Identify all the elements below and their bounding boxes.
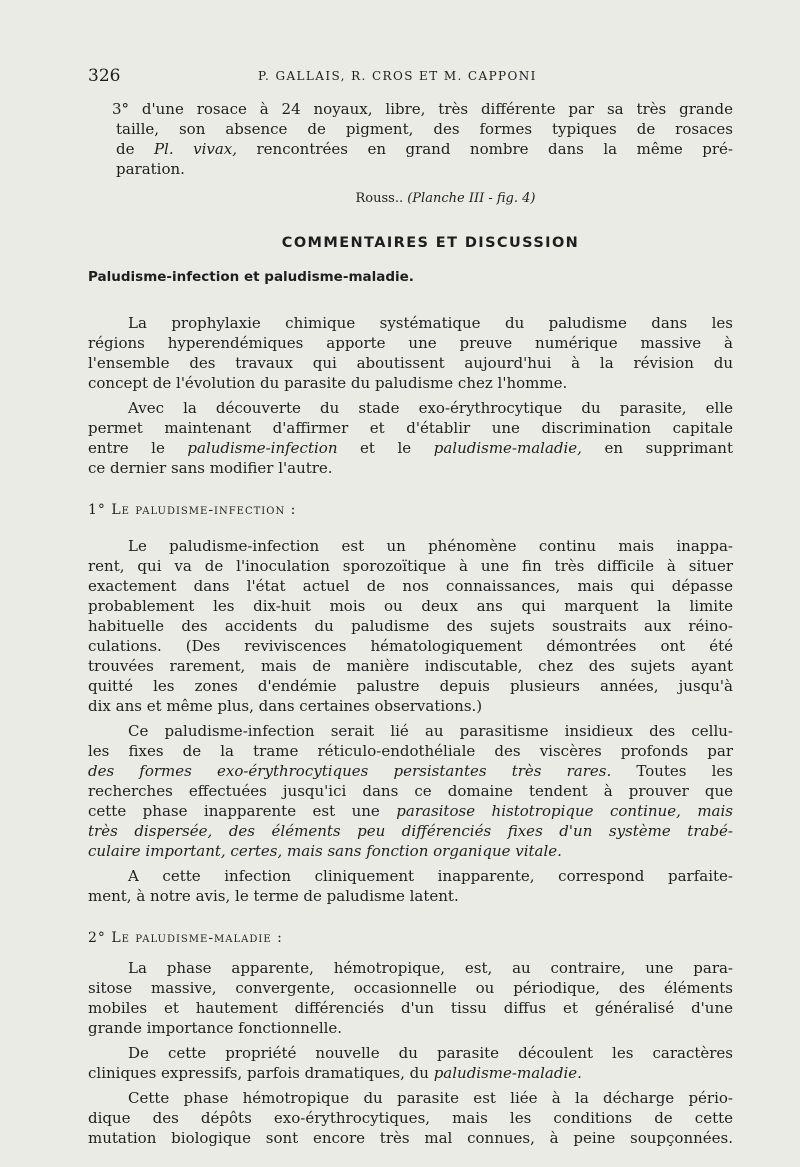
paragraph: [88, 958, 733, 1038]
text-line: dique des dépôts exo-érythrocytiques, mais les conditions de cette: [88, 1109, 733, 1127]
text-line: exactement dans l'état actuel de nos connaissances, mais qui dépasse: [88, 577, 733, 595]
paragraph: [88, 1088, 733, 1148]
species-name: Pl. vivax,: [153, 140, 238, 158]
figure-plate-ref: (Planche III - fig. 4): [407, 191, 536, 206]
paragraph: [88, 721, 733, 861]
text-line: mutation biologique sont encore très mal connues, à peine soupçonnées.: [88, 1129, 733, 1147]
paragraph: [88, 398, 733, 478]
list-item-3: [88, 99, 733, 179]
text-line: Cette phase hémotropique du parasite est liée à la décharge pério-: [128, 1089, 733, 1107]
text-line: Avec la découverte du stade exo-érythrocytique du parasite, elle: [128, 399, 733, 417]
text-line: probablement les dix-huit mois ou deux ans qui marquent la limite: [88, 597, 733, 615]
text-line: permet maintenant d'affirmer et d'établir une discrimination capitale: [88, 419, 733, 437]
text-line: trouvées rarement, mais de manière indiscutable, chez des sujets ayant: [88, 657, 733, 675]
text-line: quitté les zones d'endémie palustre depuis plusieurs années, jusqu'à: [88, 677, 733, 695]
text-line: La phase apparente, hémotropique, est, au contraire, une para-: [128, 959, 733, 977]
text-line: de Pl. vivax, rencontrées en grand nombre dans la même pré-: [116, 140, 733, 158]
text-line: A cette infection cliniquement inapparente, correspond parfaite-: [128, 867, 733, 885]
text-line: des formes exo-érythrocytiques persistantes très rares. Toutes les: [88, 762, 733, 780]
paragraph: [88, 313, 733, 393]
figure-reference: [88, 189, 733, 209]
text-line: ce dernier sans modifier l'autre.: [88, 459, 333, 477]
text-line: Ce paludisme-infection serait lié au parasitisme insidieux des cellu-: [128, 722, 733, 740]
text-line: habituelle des accidents du paludisme des sujets soustraits aux réino-: [88, 617, 733, 635]
text-line: recherches effectuées jusqu'ici dans ce domaine tendent à prouver que: [88, 782, 733, 800]
body-text: [88, 99, 733, 1153]
text-line: rent, qui va de l'inoculation sporozoïtique à une fin très difficile à situer: [88, 557, 733, 575]
text-line: dix ans et même plus, dans certaines observations.): [88, 697, 483, 715]
text-line: 3° d'une rosace à 24 noyaux, libre, très différente par sa très grande: [112, 100, 733, 118]
text-line: mobiles et hautement différenciés d'un tissu diffus et généralisé d'une: [88, 999, 733, 1017]
text-line: très dispersée, des éléments peu différenciés fixes d'un système trabé-: [88, 822, 733, 840]
running-head: P. GALLAIS, R. CROS ET M. CAPPONI: [258, 69, 537, 83]
sub-heading: Paludisme-infection et paludisme-maladie.: [88, 269, 414, 285]
text-line: sitose massive, convergente, occasionnelle ou périodique, des éléments: [88, 979, 733, 997]
paragraph: [88, 866, 733, 906]
figure-author: Rouss..: [355, 191, 408, 206]
numbered-heading-2: 2° Le paludisme-maladie :: [88, 930, 283, 946]
page-number: 326: [88, 66, 121, 86]
text-line: La prophylaxie chimique systématique du paludisme dans les: [128, 314, 733, 332]
text-line: culations. (Des reviviscences hématologiquement démontrées ont été: [88, 637, 733, 655]
text-line: cliniques expressifs, parfois dramatiques, du paludisme-maladie.: [88, 1064, 582, 1082]
text-line: culaire important, certes, mais sans fonction organique vitale.: [88, 842, 562, 860]
text-line: paration.: [116, 160, 185, 178]
text-line: grande importance fonctionnelle.: [88, 1019, 343, 1037]
page-header: [88, 66, 748, 88]
text-line: concept de l'évolution du parasite du paludisme chez l'homme.: [88, 374, 568, 392]
text-line: taille, son absence de pigment, des formes typiques de rosaces: [116, 120, 733, 138]
text-line: De cette propriété nouvelle du parasite découlent les caractères: [128, 1044, 733, 1062]
text-line: ment, à notre avis, le terme de paludisme latent.: [88, 887, 459, 905]
text-line: l'ensemble des travaux qui aboutissent aujourd'hui à la révision du: [88, 354, 733, 372]
paragraph: [88, 536, 733, 716]
paragraph: [88, 1043, 733, 1083]
text-line: les fixes de la trame réticulo-endothéliale des viscères profonds par: [88, 742, 733, 760]
text-line: Le paludisme-infection est un phénomène continu mais inappa-: [128, 537, 733, 555]
text-line: cette phase inapparente est une parasitose histotropique continue, mais: [88, 802, 733, 820]
section-heading: COMMENTAIRES ET DISCUSSION: [281, 235, 580, 251]
numbered-heading-1: 1° Le paludisme-infection :: [88, 502, 297, 518]
text-line: entre le paludisme-infection et le paludisme-maladie, en supprimant: [88, 439, 733, 457]
text-line: régions hyperendémiques apporte une preuve numérique massive à: [88, 334, 733, 352]
